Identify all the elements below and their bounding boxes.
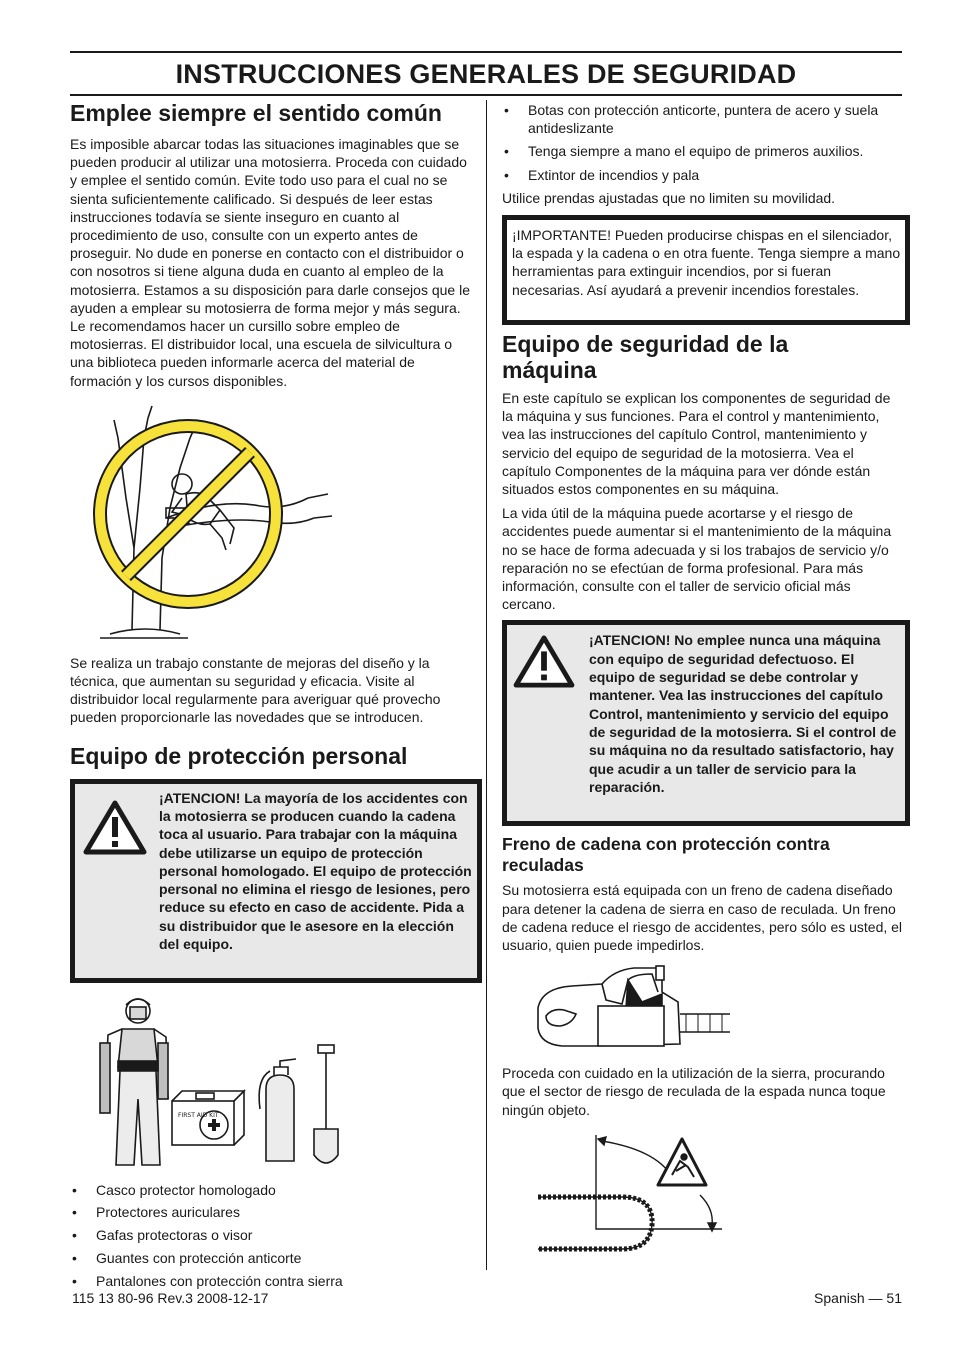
list-item: • Protectores auriculares [70,1203,478,1221]
section-heading-personal-protection: Equipo de protección personal [70,742,408,769]
protection-equipment-list [70,1181,478,1290]
chainsaw-illustration [502,958,910,1058]
chain-brake-text-1: Su motosierra está equipada con un freno de cadena diseñado para detener la cadena de sierra en caso de reculada. Un freno de cadena reduce el riesgo de accidentes, pero sólo es usted, el usuario, quien puede impedirlos. [502,882,903,954]
clothing-note: Utilice prendas ajustadas que no limiten su movilidad. [502,189,836,206]
top-rule [70,51,902,53]
first-aid-kit-label: FIRST AID KIT [178,1111,219,1119]
tree-prohibited-image [70,398,478,648]
list-item: • Pantalones con protección contra sierra [70,1272,478,1290]
page-title: INSTRUCCIONES GENERALES DE SEGURIDAD [175,59,797,89]
section-heading-common-sense: Emplee siempre el sentido común [70,100,442,126]
list-item: • Botas con protección anticorte, puntera de acero y suela antideslizante [502,101,902,137]
list-item: • Tenga siempre a mano el equipo de primeros auxilios. [502,142,902,160]
list-item: • Extintor de incendios y pala [502,166,902,184]
document-id: 115 13 80-96 Rev.3 2008-12-17 [72,1290,269,1306]
list-item: • Gafas protectoras o visor [70,1226,478,1244]
chainsaw-brake-image [502,958,910,1058]
protective-equipment-image [70,989,478,1179]
section-heading-chain-brake: Freno de cadena con protección contra reculadas [502,834,830,876]
warning-text-machine-safety: ¡ATENCION! No emplee nunca una máquina con equipo de seguridad defectuoso. El equipo de seguridad se debe controlar y mantener. Vea las instrucciones del capítulo Control, mantenimiento y servicio del equipo de seguridad de la motosierra. Si el control de su máquina no da resultado satisfactorio, hay que acudir a un taller de servicio para la reparación. [589,632,897,795]
kickback-zone-image [502,1125,910,1265]
section-heading-machine-safety: Equipo de seguridad de la máquina [502,331,789,384]
list-item: • Casco protector homologado [70,1181,478,1199]
kickback-zone-illustration [502,1125,910,1265]
chain-brake-text-2: Proceda con cuidado en la utilización de la sierra, procurando que el sector de riesgo de reculada de la espada nunca toque ningún objeto. [502,1065,886,1118]
warning-triangle-icon [83,800,147,856]
warning-text-personal-protection: ¡ATENCION! La mayoría de los accidentes con la motosierra se producen cuando la cadena toca al usuario. Para trabajar con la máquina debe utilizarse un equipo de protección personal homologado. El equipo de protección personal no elimina el riesgo de lesiones, pero reduce su efecto en caso de accidente. Pida a su distribuidor que le asesore en la elección del equipo. [159,789,472,953]
protective-equipment-illustration [70,989,478,1179]
right-column [502,98,912,1265]
improvements-text: Se realiza un trabajo constante de mejoras del diseño y la técnica, que aumentan su seguridad y eficacia. Visite al distribuidor local regularmente para averiguar qué provecho pueden proporcionarle las novedades que se introducen. [70,654,441,726]
warning-box-machine-safety [502,620,910,826]
important-box [502,215,910,325]
warning-triangle-icon [513,635,575,689]
no-climbing-illustration [70,398,478,648]
common-sense-text: Es imposible abarcar todas las situaciones imaginables que se pueden producir al utilizar una motosierra. Proceda con cuidado y emplee el sentido común. Evite todo uso para el cual no se sienta suficientemente calificado. Si después de leer estas instrucciones todavía se siente inseguro en cuanto al procedimiento de uso, consulte con un experto antes de proseguir. No dude en ponerse en contacto con el distribuidor o con nosotros si tiene alguna duda en cuanto al empleo de la motosierra. Estamos a su disposición para darle consejos que le ayuden a emplear su motosierra de forma mejor y más segura. Le recomendamos hacer un cursillo sobre empleo de motosierras. El distribuidor local, una escuela de silvicultura o una biblioteca pueden informarle acerca del material de formación y los cursos disponibles. [70,136,470,389]
column-divider [486,100,487,1270]
title-rule [70,94,902,96]
machine-safety-text-1: En este capítulo se explican los componentes de seguridad de la máquina y sus funciones. Para el control y mantenimiento, vea las instrucciones del capítulo Control, mantenimiento y servicio del equipo de seguridad de la motosierra. Vea el capítulo Componentes de la máquina para ver dónde están situados estos componentes en su máquina. [502,390,891,498]
warning-box-personal-protection [70,779,482,983]
list-item: • Guantes con protección anticorte [70,1249,478,1267]
page-number: Spanish — 51 [814,1290,902,1306]
important-text: ¡IMPORTANTE! Pueden producirse chispas en el silenciador, la espada y la cadena o en otra fuente. Tenga siempre a mano herramientas para extinguir incendios, por si fueran necesarias. Así ayudará a prevenir incendios forestales. [512,227,901,298]
machine-safety-text-2: La vida útil de la máquina puede acortarse y el riesgo de accidentes puede aumentar si el mantenimiento de la máquina no se hace de forma adecuada y si los trabajos de servicio y/o reparación no se efectúan de forma profesional. Para más información, consulte con el taller de servicio oficial más cercano. [502,505,892,613]
equipment-list-continued [502,101,902,184]
left-column [70,98,478,1290]
